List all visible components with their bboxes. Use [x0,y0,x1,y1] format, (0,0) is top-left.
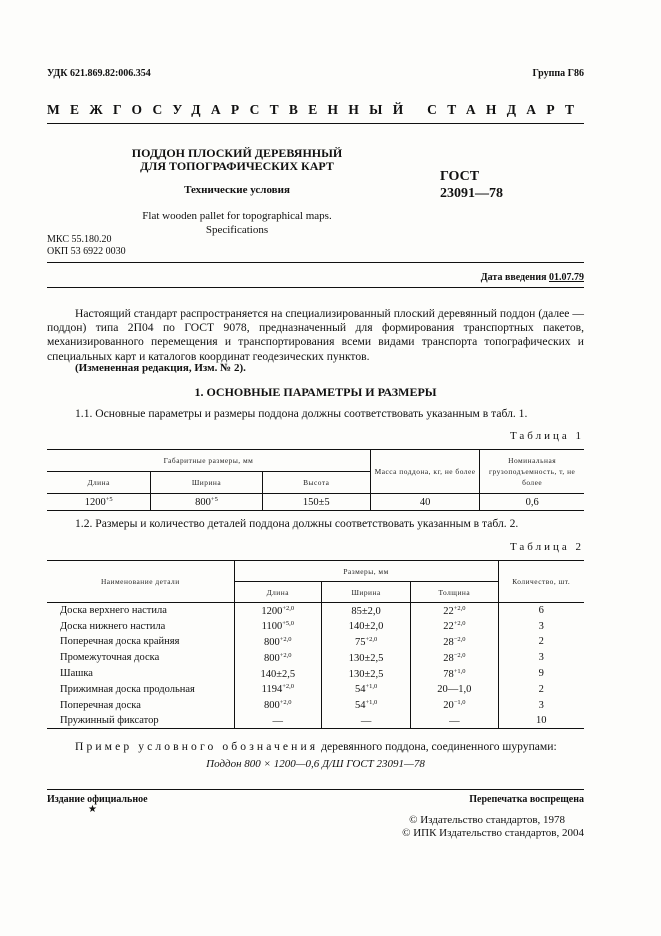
title-line-2: ДЛЯ ТОПОГРАФИЧЕСКИХ КАРТ [140,159,334,173]
t1-height: 150±5 [262,494,370,511]
date-label: Дата введения [480,272,547,283]
table-row [47,681,584,697]
title-block [100,147,374,173]
t2-cell-thickness: $22^{+2,0}$ [411,603,498,619]
t2-cell-length: $800^{+2,0}$ [234,650,321,666]
copyright-block [402,814,584,840]
example-designation: Поддон 800 × 1200—0,6 Д/Ш ГОСТ 23091—78 [206,758,425,770]
table-row [47,618,584,634]
t2-cell-length: $800^{+2,0}$ [234,634,321,650]
section-heading: 1. ОСНОВНЫЕ ПАРАМЕТРЫ И РАЗМЕРЫ [194,385,437,399]
t2-cell-length: $1194^{+2,0}$ [234,681,321,697]
intro-paragraph: Настоящий стандарт распространяется на специализированный плоский деревянный поддон (далее — поддон) типа 2П04 по ГОСТ 9078, предназначенный для формирования транспортных пакетов, механизированного перемещения и транспортирования всеми видами транспорта топографических и специальных карт и каталогов координат геодезических пунктов. [47,307,584,363]
t2-cell-name: Поперечная доска [60,699,141,711]
title-line-1: ПОДДОН ПЛОСКИЙ ДЕРЕВЯННЫЙ [131,146,343,160]
paragraph-1-2: 1.2. Размеры и количество деталей поддона должны соответствовать указанным в табл. 2. [75,517,519,530]
table-row [47,603,584,619]
t2-cell-qty: 3 [498,697,584,713]
table-row [47,713,584,729]
title-rule [47,262,584,263]
header-rule [47,123,584,124]
paragraph-1-1: 1.1. Основные параметры и размеры поддона должны соответствовать указанным в табл. 1. [75,407,528,420]
t2-cell-qty: 3 [498,618,584,634]
star-icon: ★ [88,804,97,815]
t2-cell-width: $75^{+2,0}$ [321,634,410,650]
t2-cell-width: 130±2,5 [321,650,410,666]
t2-cell-thickness: $28^{-2,0}$ [411,650,498,666]
t1-data-row [47,494,584,511]
revision-note: (Измененная редакция, Изм. № 2). [75,362,246,374]
t2-cell-qty: 6 [498,603,584,619]
t2-cell-width: 85±2,0 [321,603,410,619]
t2-cell-name: Прижимная доска продольная [60,683,195,695]
t2-cell-thickness: $78^{+1,0}$ [411,666,498,682]
t2-col-length: Длина [234,582,321,603]
t1-mass: 40 [370,494,479,511]
classification-codes [47,234,126,258]
t2-cell-width: $54^{+1,0}$ [321,697,410,713]
effective-date [481,272,584,283]
t2-cell-width: $54^{+1,0}$ [321,681,410,697]
t2-cell-width: — [321,713,410,729]
table-row [47,650,584,666]
table-2 [47,560,584,729]
mks-code: МКС 55.180.20 [47,234,112,245]
t2-cell-name: Пружинный фиксатор [60,715,159,727]
t2-cell-name: Поперечная доска крайняя [60,636,180,648]
gost-number: 23091—78 [440,186,503,201]
okp-code: ОКП 53 6922 0030 [47,246,126,257]
table1-caption: Таблица 1 [509,430,584,442]
date-rule [47,287,584,288]
gost-label: ГОСТ [440,169,480,184]
example-paragraph [47,740,584,754]
copyright-1978: © Издательство стандартов, 1978 [409,814,566,826]
t2-cell-qty: 9 [498,666,584,682]
t2-cell-qty: 2 [498,681,584,697]
t2-cell-thickness: — [411,713,498,729]
t2-cell-qty: 3 [498,650,584,666]
official-edition: Издание официальное [47,794,148,805]
t2-cell-length: — [234,713,321,729]
example-text: деревянного поддона, соединенного шурупами: [318,740,557,753]
t2-cell-name: Промежуточная доска [60,652,160,664]
t2-cell-thickness: 20—1,0 [411,681,498,697]
udk-code: УДК 621.869.82:006.354 [47,68,151,79]
gost-block [440,168,503,202]
t2-cell-thickness: $20^{-1,0}$ [411,697,498,713]
reprint-notice: Перепечатка воспрещена [469,794,584,805]
t1-col-mass: Масса поддона, кг, не более [370,450,479,494]
footer-rule [47,789,584,790]
table-1 [47,449,584,511]
standard-banner: МЕЖГОСУДАРСТВЕННЫЙ СТАНДАРТ [47,102,584,117]
t2-cell-qty: 2 [498,634,584,650]
t1-capacity: 0,6 [480,494,584,511]
t2-col-name: Наименование детали [47,561,234,603]
t2-cell-name: Доска верхнего настила [60,605,167,617]
t2-cell-thickness: $22^{+2,0}$ [411,618,498,634]
table-row [47,697,584,713]
t2-cell-name: Шашка [60,668,93,680]
copyright-2004: © ИПК Издательство стандартов, 2004 [402,827,584,839]
t2-cell-qty: 10 [498,713,584,729]
t2-col-thickness: Толщина [411,582,498,603]
t2-cell-name: Доска нижнего настила [60,620,166,632]
english-title-line-2: Specifications [205,224,269,236]
t2-cell-width: 140±2,0 [321,618,410,634]
table2-caption: Таблица 2 [509,541,584,553]
t1-length: $1200^{+5}$ [84,496,113,508]
t1-col-length: Длина [87,478,110,487]
english-title [100,209,374,237]
english-title-line-1: Flat wooden pallet for topographical maps. [142,210,332,222]
subtitle: Технические условия [184,184,290,196]
group-code: Группа Г86 [532,68,584,79]
date-value: 01.07.79 [549,272,584,283]
t2-cell-width: 130±2,5 [321,666,410,682]
t2-cell-thickness: $28^{-2,0}$ [411,634,498,650]
t2-cell-length: $1100^{+5,0}$ [234,618,321,634]
t2-group-header: Размеры, мм [234,561,498,582]
t1-col-width: Ширина [151,472,262,494]
t2-cell-length: 140±2,5 [234,666,321,682]
t2-cell-length: $800^{+2,0}$ [234,697,321,713]
t1-col-height: Высота [262,472,370,494]
t2-cell-length: $1200^{+2,0}$ [234,603,321,619]
table-row [47,666,584,682]
t2-col-width: Ширина [321,582,410,603]
example-lead: Пример условного обозначения [75,740,319,753]
t1-width: $800^{+5}$ [151,494,262,511]
t1-col-capacity: Номинальная грузоподъемность, т, не более [480,450,584,494]
t2-body [47,603,584,729]
table-row [47,634,584,650]
t1-group-header: Габаритные размеры, мм [47,450,370,472]
t2-col-qty: Количество, шт. [498,561,584,603]
